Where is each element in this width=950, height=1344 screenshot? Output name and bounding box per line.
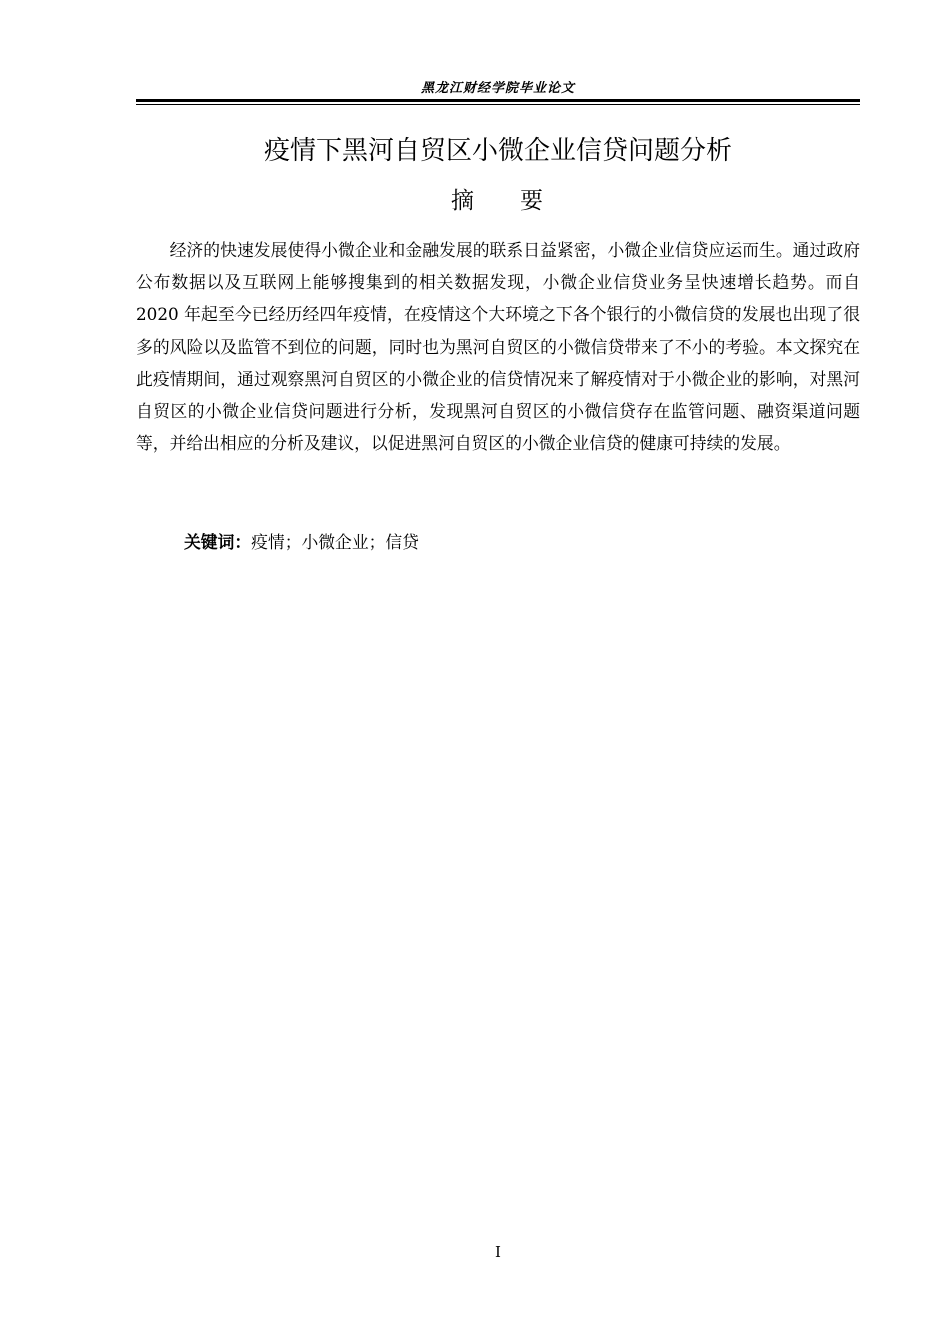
header-rule-thin <box>136 104 860 105</box>
abstract-heading-char-1: 摘 <box>451 188 476 214</box>
keywords-label: 关键词： <box>184 532 252 552</box>
header-rule-thick <box>136 99 860 102</box>
keywords-value: 疫情；小微企业；信贷 <box>251 532 419 552</box>
abstract-paragraph: 经济的快速发展使得小微企业和金融发展的联系日益紧密，小微企业信贷应运而生。通过政府公布数据以及互联网上能够搜集到的相关数据发现，小微企业信贷业务呈快速增长趋势。而自 2020 年起至今已经历经四年疫情，在疫情这个大环境之下各个银行的小微信贷的发展也出现了很多的风险以及监管不到位的问题，同时也为黑河自贸区的小微信贷带来了不小的考验。本文探究在此疫情期间，通过观察黑河自贸区的小微企业的信贷情况来了解疫情对于小微企业的影响，对黑河自贸区的小微企业信贷问题进行分析，发现黑河自贸区的小微信贷存在监管问题、融资渠道问题等，并给出相应的分析及建议，以促进黑河自贸区的小微企业信贷的健康可持续的发展。 <box>136 240 860 454</box>
running-header: 黑龙江财经学院毕业论文 <box>420 81 575 96</box>
page-number: I <box>495 1243 501 1261</box>
page-title: 疫情下黑河自贸区小微企业信贷问题分析 <box>263 136 732 166</box>
abstract-heading <box>136 184 860 218</box>
keywords-line <box>184 528 419 556</box>
abstract-heading-char-2: 要 <box>520 188 545 214</box>
